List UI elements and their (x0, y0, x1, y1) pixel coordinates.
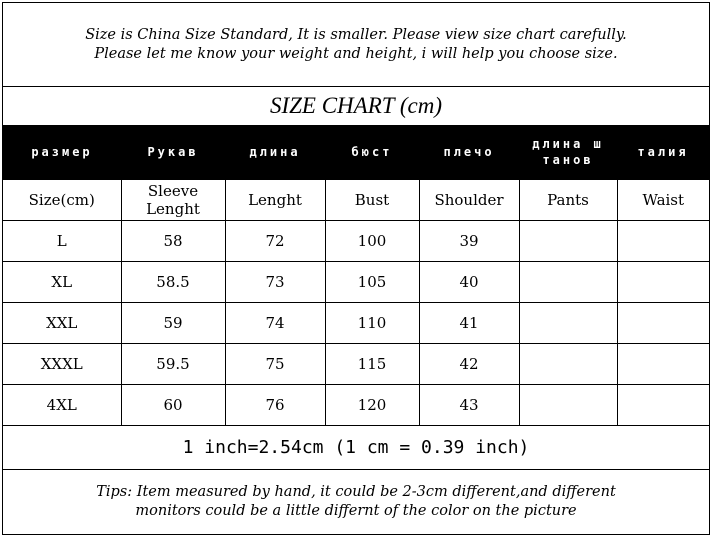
table-row (3, 303, 709, 344)
cell-size: L (3, 221, 121, 262)
cell-size: XXL (3, 303, 121, 344)
size-notice (3, 3, 709, 87)
cell-shoulder: 40 (419, 262, 519, 303)
table-row (3, 344, 709, 385)
cell-waist (617, 385, 709, 426)
cell-bust: 120 (325, 385, 419, 426)
header-size: Size(cm) (3, 180, 121, 221)
tips-line-1: Tips: Item measured by hand, it could be 2-3cm different,and different (96, 484, 616, 500)
cell-shoulder: 41 (419, 303, 519, 344)
cell-pants (519, 344, 617, 385)
ru-header-shoulder: плечо (443, 145, 495, 159)
cell-bust: 100 (325, 221, 419, 262)
cell-waist (617, 221, 709, 262)
english-header-row (3, 180, 709, 221)
cell-length: 72 (225, 221, 325, 262)
notice-line-2: Please let me know your weight and height, i will help you choose size. (94, 45, 618, 62)
ru-header-sleeve: Рукав (147, 145, 199, 159)
header-waist: Waist (617, 180, 709, 221)
cell-pants (519, 385, 617, 426)
table-row (3, 385, 709, 426)
size-chart-document (2, 2, 710, 535)
ru-header-size: размер (31, 145, 93, 159)
cell-bust: 115 (325, 344, 419, 385)
cell-shoulder: 43 (419, 385, 519, 426)
tips-note (3, 470, 709, 534)
cell-pants (519, 303, 617, 344)
ru-header-pants: длина ш танов (532, 137, 604, 167)
cell-size: 4XL (3, 385, 121, 426)
ru-header-bust: бюст (351, 145, 393, 159)
ru-header-length: длина (249, 145, 301, 159)
cell-sleeve: 58 (121, 221, 225, 262)
cell-sleeve: 58.5 (121, 262, 225, 303)
header-sleeve: Sleeve Lenght (121, 180, 225, 221)
cell-shoulder: 42 (419, 344, 519, 385)
header-length: Lenght (225, 180, 325, 221)
cell-sleeve: 60 (121, 385, 225, 426)
cell-waist (617, 344, 709, 385)
cell-pants (519, 221, 617, 262)
header-shoulder: Shoulder (419, 180, 519, 221)
cell-length: 76 (225, 385, 325, 426)
header-bust: Bust (325, 180, 419, 221)
table-row (3, 221, 709, 262)
chart-title: SIZE CHART (cm) (269, 93, 443, 118)
russian-header-row (3, 125, 709, 179)
notice-line-1: Size is China Size Standard, It is smaller. Please view size chart carefully. (85, 26, 627, 43)
cell-sleeve: 59 (121, 303, 225, 344)
cell-shoulder: 39 (419, 221, 519, 262)
ru-header-waist: талия (637, 145, 689, 159)
cell-size: XL (3, 262, 121, 303)
header-pants: Pants (519, 180, 617, 221)
cell-waist (617, 303, 709, 344)
cell-bust: 105 (325, 262, 419, 303)
unit-conversion: 1 inch=2.54cm (1 cm = 0.39 inch) (3, 425, 709, 470)
cell-length: 73 (225, 262, 325, 303)
cell-bust: 110 (325, 303, 419, 344)
cell-waist (617, 262, 709, 303)
cell-size: XXXL (3, 344, 121, 385)
cell-sleeve: 59.5 (121, 344, 225, 385)
cell-pants (519, 262, 617, 303)
size-table (3, 179, 709, 426)
cell-length: 75 (225, 344, 325, 385)
table-row (3, 262, 709, 303)
cell-length: 74 (225, 303, 325, 344)
tips-line-2: monitors could be a little differnt of the color on the picture (135, 503, 577, 519)
